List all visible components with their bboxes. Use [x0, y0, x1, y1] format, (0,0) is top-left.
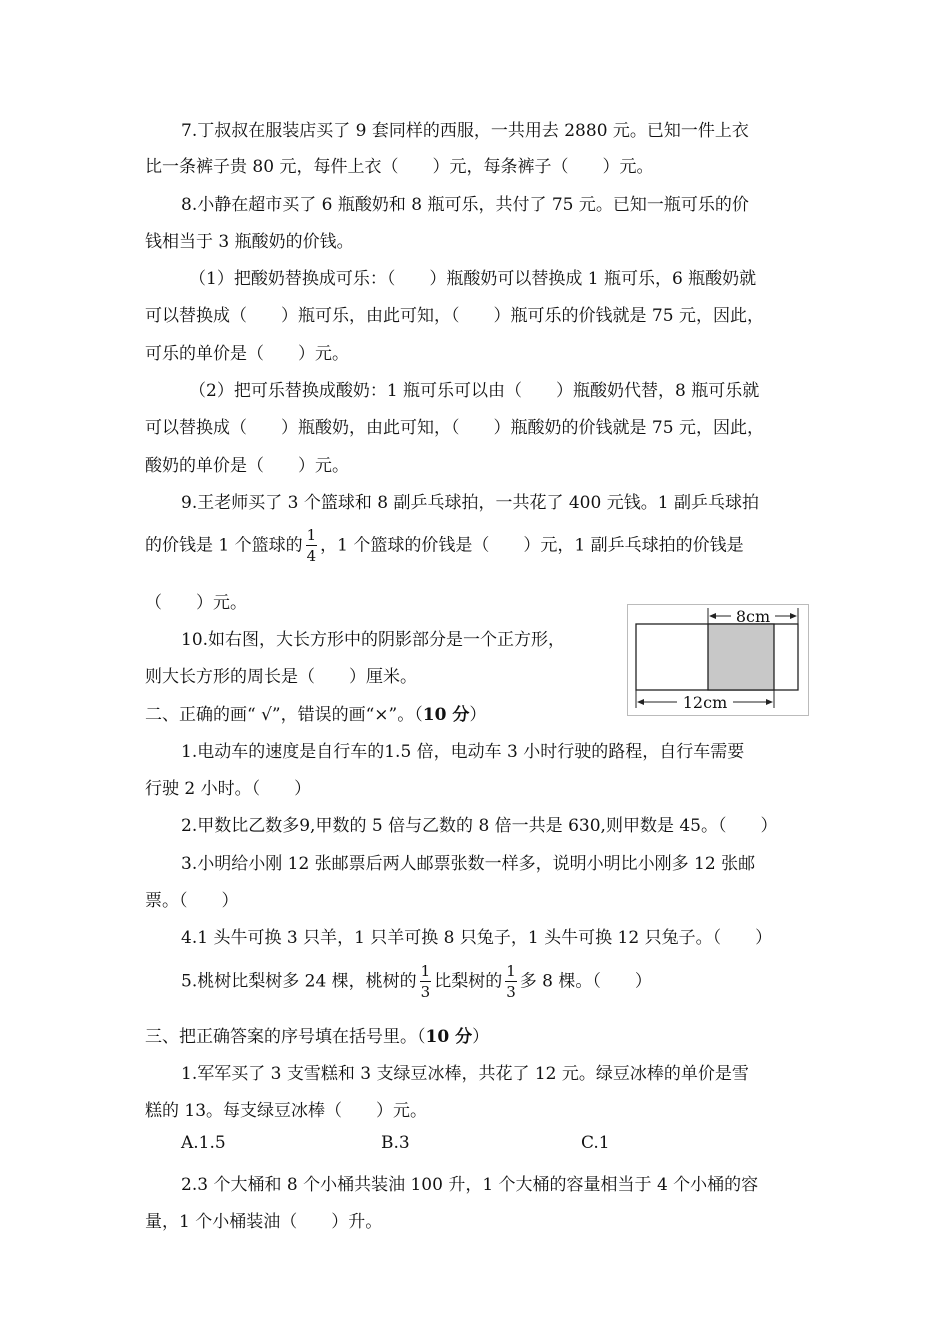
- s3-item1-line2: 糕的 13。每支绿豆冰棒（ ）元。: [145, 1101, 428, 1121]
- q9-line2-post: ，1 个篮球的价钱是（ ）元，1 副乒乓球拍的价钱是: [320, 535, 744, 556]
- s3-item1-option-c: C.1: [581, 1133, 610, 1153]
- s2-item5-mid: 比梨树的: [434, 971, 503, 992]
- q10-line1: 10.如右图，大长方形中的阴影部分是一个正方形，: [181, 630, 566, 650]
- q10-rectangle-figure: [627, 604, 809, 716]
- section3-title: [145, 1022, 489, 1047]
- section3-title-pre: 三、把正确答案的序号填在括号里。（: [145, 1027, 426, 1047]
- s2-item5-post: 多 8 棵。（ ）: [519, 971, 652, 992]
- s2-item5-frac1-denominator: 3: [420, 983, 431, 1001]
- s3-item1-line1: 1.军军买了 3 支雪糕和 3 支绿豆冰棒，共花了 12 元。绿豆冰棒的单价是雪: [181, 1064, 749, 1084]
- q10-line2: 则大长方形的周长是（ ）厘米。: [145, 667, 417, 687]
- q7-line2: 比一条裤子贵 80 元，每件上衣（ ）元，每条裤子（ ）元。: [145, 157, 654, 177]
- top-dim-arrow-right: [790, 613, 797, 619]
- top-dim-label: 8cm: [735, 607, 771, 626]
- q9-fraction-denominator: 4: [306, 547, 317, 565]
- top-dim-arrow-left: [709, 613, 716, 619]
- section2-title-post: ）: [469, 705, 487, 725]
- s2-item5-pre: 5.桃树比梨树多 24 棵，桃树的: [181, 971, 417, 992]
- bottom-dim-arrow-left: [637, 699, 644, 705]
- q9-fraction-numerator: 1: [306, 526, 317, 544]
- s2-item5-frac2-denominator: 3: [506, 983, 516, 1001]
- s2-item5-fraction-1: [420, 964, 432, 1000]
- section3-score: 10 分: [425, 1027, 473, 1047]
- q8-line2: 钱相当于 3 瓶酸奶的价钱。: [145, 232, 354, 252]
- bottom-dim-label: 12cm: [682, 693, 728, 712]
- s3-item1-option-b: B.3: [381, 1133, 410, 1153]
- q9-line2: [145, 528, 744, 564]
- s2-item4: 4.1 头牛可换 3 只羊，1 只羊可换 8 只兔子，1 头牛可换 12 只兔子。（ ）: [181, 928, 773, 948]
- q9-line3: （ ）元。: [145, 593, 247, 613]
- s2-item3-line1: 3.小明给小刚 12 张邮票后两人邮票张数一样多，说明小明比小刚多 12 张邮: [181, 854, 756, 874]
- q8-part2-line1: （2）把可乐替换成酸奶：1 瓶可乐可以由（ ）瓶酸奶代替，8 瓶可乐就: [189, 381, 760, 401]
- section2-title: [145, 700, 486, 725]
- s2-item1-line1: 1.电动车的速度是自行车的1.5 倍，电动车 3 小时行驶的路程，自行车需要: [181, 742, 745, 762]
- q8-part1-line2: 可以替换成（ ）瓶可乐，由此可知，（ ）瓶可乐的价钱就是 75 元，因此，: [145, 306, 764, 326]
- q8-part2-line2: 可以替换成（ ）瓶酸奶，由此可知，（ ）瓶酸奶的价钱就是 75 元，因此，: [145, 418, 764, 438]
- s3-item1-option-a: A.1.5: [181, 1133, 226, 1153]
- q8-line1: 8.小静在超市买了 6 瓶酸奶和 8 瓶可乐，共付了 75 元。已知一瓶可乐的价: [181, 195, 749, 215]
- q7-line1: 7.丁叔叔在服装店买了 9 套同样的西服，一共用去 2880 元。已知一件上衣: [181, 121, 749, 141]
- q8-part1-line3: 可乐的单价是（ ）元。: [145, 344, 349, 364]
- section2-title-pre: 二、正确的画“ √”，错误的画“×”。（: [145, 705, 423, 725]
- bottom-dim-arrow-right: [766, 699, 773, 705]
- s2-item5-frac1-numerator: 1: [420, 962, 431, 980]
- section3-title-post: ）: [472, 1027, 490, 1047]
- s2-item5: [181, 964, 652, 1000]
- s2-item1-line2: 行驶 2 小时。（ ）: [145, 779, 312, 799]
- s2-item3-line2: 票。（ ）: [145, 891, 239, 911]
- s2-item5-frac2-numerator: 1: [506, 962, 516, 980]
- q9-fraction: [306, 528, 318, 564]
- shaded-square: [708, 624, 774, 690]
- section2-score: 10 分: [422, 705, 470, 725]
- q8-part2-line3: 酸奶的单价是（ ）元。: [145, 456, 349, 476]
- q9-line1: 9.王老师买了 3 个篮球和 8 副乒乓球拍，一共花了 400 元钱。1 副乒乓球拍: [181, 493, 759, 513]
- s2-item5-fraction-2: [505, 964, 517, 1000]
- q9-line2-pre: 的价钱是 1 个篮球的: [145, 535, 303, 556]
- q8-part1-line1: （1）把酸奶替换成可乐：（ ）瓶酸奶可以替换成 1 瓶可乐，6 瓶酸奶就: [189, 269, 757, 289]
- s2-item2: 2.甲数比乙数多9,甲数的 5 倍与乙数的 8 倍一共是 630,则甲数是 45。（ ）: [181, 816, 778, 836]
- s3-item1-options: [181, 1133, 610, 1153]
- s3-item2-line2: 量，1 个小桶装油（ ）升。: [145, 1212, 383, 1232]
- q10-figure-svg: [627, 604, 809, 716]
- s3-item2-line1: 2.3 个大桶和 8 个小桶共装油 100 升，1 个大桶的容量相当于 4 个小桶的容: [181, 1175, 759, 1195]
